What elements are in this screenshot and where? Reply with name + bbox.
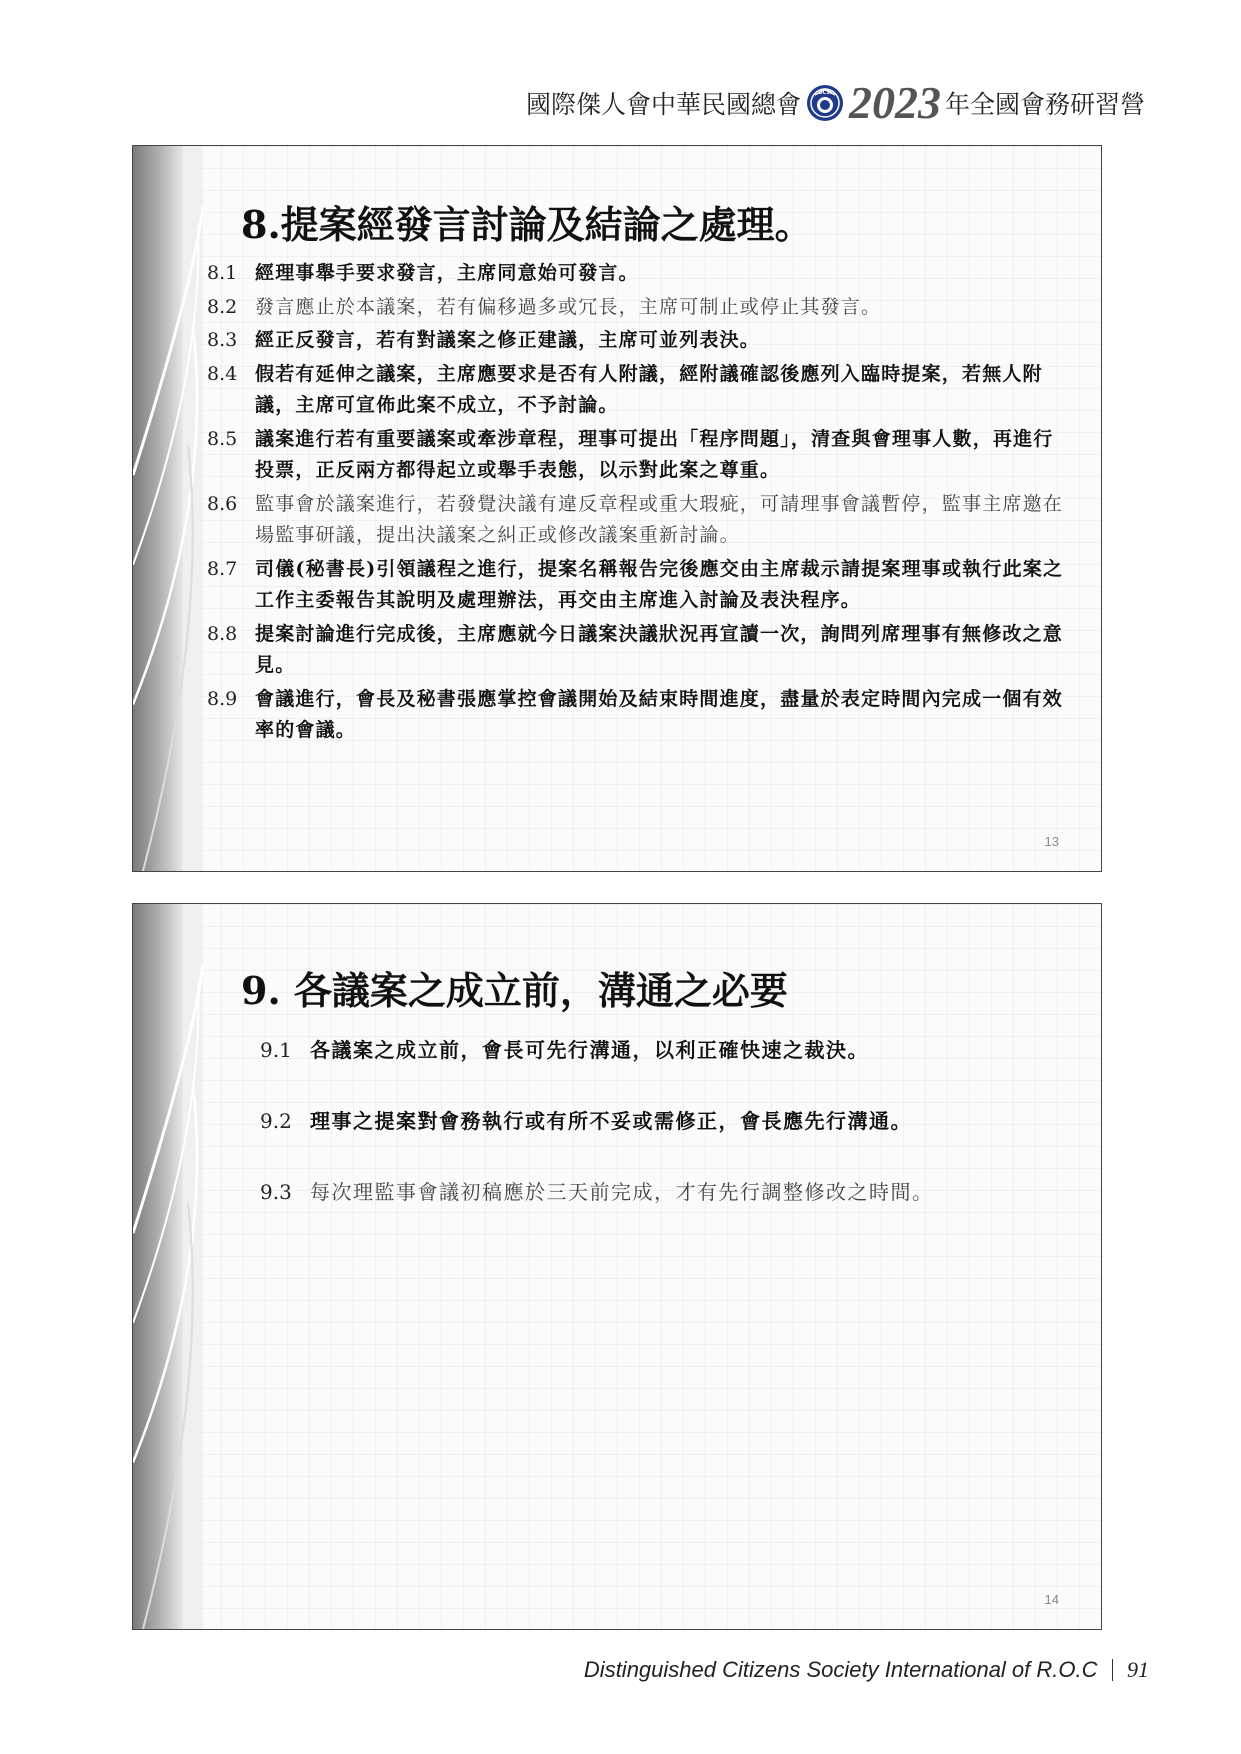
item-text: 會議進行，會長及秘書張應掌控會議開始及結束時間進度，盡量於表定時間內完成一個有效率的會議。	[255, 687, 1064, 741]
header-org-name: 國際傑人會中華民國總會	[525, 90, 801, 119]
list-item	[260, 1034, 1061, 1066]
item-text: 監事會於議案進行，若發覺決議有違反章程或重大瑕疵，可請理事會議暫停，監事主席邀在場監事研議，提出決議案之糾正或修改議案重新討論。	[255, 492, 1064, 546]
item-number: 8.9	[207, 687, 238, 710]
item-list	[260, 1034, 1061, 1247]
item-text: 每次理監事會議初稿應於三天前完成，才有先行調整修改之時間。	[310, 1180, 934, 1204]
item-number: 8.6	[207, 492, 238, 515]
item-number: 8.8	[207, 622, 238, 645]
item-number: 8.1	[207, 262, 238, 284]
list-item	[207, 619, 1071, 682]
item-text: 假若有延伸之議案，主席應要求是否有人附議，經附議確認後應列入臨時提案，若無人附議，主席可宣佈此案不成立，不予討論。	[255, 362, 1043, 416]
item-text: 各議案之成立前，會長可先行溝通，以利正確快速之裁決。	[310, 1038, 869, 1062]
list-item	[207, 684, 1071, 747]
header-title: 年全國會務研習營	[944, 90, 1145, 119]
list-item	[260, 1176, 1061, 1208]
dcsi-emblem-icon	[805, 83, 845, 123]
list-item	[207, 424, 1071, 487]
page-footer	[584, 1657, 1149, 1683]
slide-title: 8.提案經發言討論及結論之處理。	[241, 202, 813, 247]
item-text: 發言應止於本議案，若有偏移過多或冗長，主席可制止或停止其發言。	[255, 295, 882, 318]
list-item	[260, 1105, 1061, 1137]
slide-page-number: 13	[1044, 834, 1059, 849]
item-number: 8.3	[207, 329, 238, 351]
item-text: 提案討論進行完成後，主席應就今日議案決議狀況再宣讀一次，詢問列席理事有無修改之意見。	[255, 622, 1064, 676]
list-item	[207, 292, 1071, 324]
slide-title: 9. 各議案之成立前，溝通之必要	[241, 968, 788, 1013]
item-text: 議案進行若有重要議案或牽涉章程，理事可提出「程序問題」，清查與會理事人數，再進行投票，正反兩方都得起立或舉手表態，以示對此案之尊重。	[255, 427, 1054, 481]
slide-decoration	[133, 904, 203, 1629]
item-number: 8.5	[207, 427, 238, 450]
slide-14	[132, 903, 1102, 1630]
item-number: 9.1	[260, 1038, 292, 1062]
item-list	[207, 258, 1071, 749]
item-number: 8.7	[207, 557, 238, 580]
list-item	[207, 325, 1071, 357]
item-text: 經正反發言，若有對議案之修正建議，主席可並列表決。	[255, 329, 761, 351]
list-item	[207, 554, 1071, 617]
item-number: 9.2	[260, 1109, 292, 1133]
list-item	[207, 489, 1071, 552]
logo-text: DCSI	[818, 90, 832, 96]
header-year: 2023	[848, 77, 941, 128]
page-number: 91	[1127, 1657, 1149, 1682]
item-number: 8.2	[207, 295, 238, 318]
list-item	[207, 258, 1071, 290]
item-text: 理事之提案對會務執行或有所不妥或需修正，會長應先行溝通。	[310, 1109, 912, 1133]
page-header	[526, 78, 1145, 128]
item-number: 9.3	[260, 1180, 292, 1204]
item-text: 經理事舉手要求發言，主席同意始可發言。	[255, 262, 639, 284]
item-number: 8.4	[207, 362, 238, 385]
list-item	[207, 359, 1071, 422]
slide-13	[132, 145, 1102, 872]
slide-decoration	[133, 146, 203, 871]
slide-page-number: 14	[1044, 1592, 1059, 1607]
footer-divider	[1112, 1659, 1114, 1681]
footer-org-name: Distinguished Citizens Society International of R.O.C	[583, 1657, 1098, 1682]
item-text: 司儀(秘書長)引領議程之進行，提案名稱報告完後應交由主席裁示請提案理事或執行此案之工作主委報告其說明及處理辦法，再交由主席進入討論及表決程序。	[255, 557, 1064, 611]
